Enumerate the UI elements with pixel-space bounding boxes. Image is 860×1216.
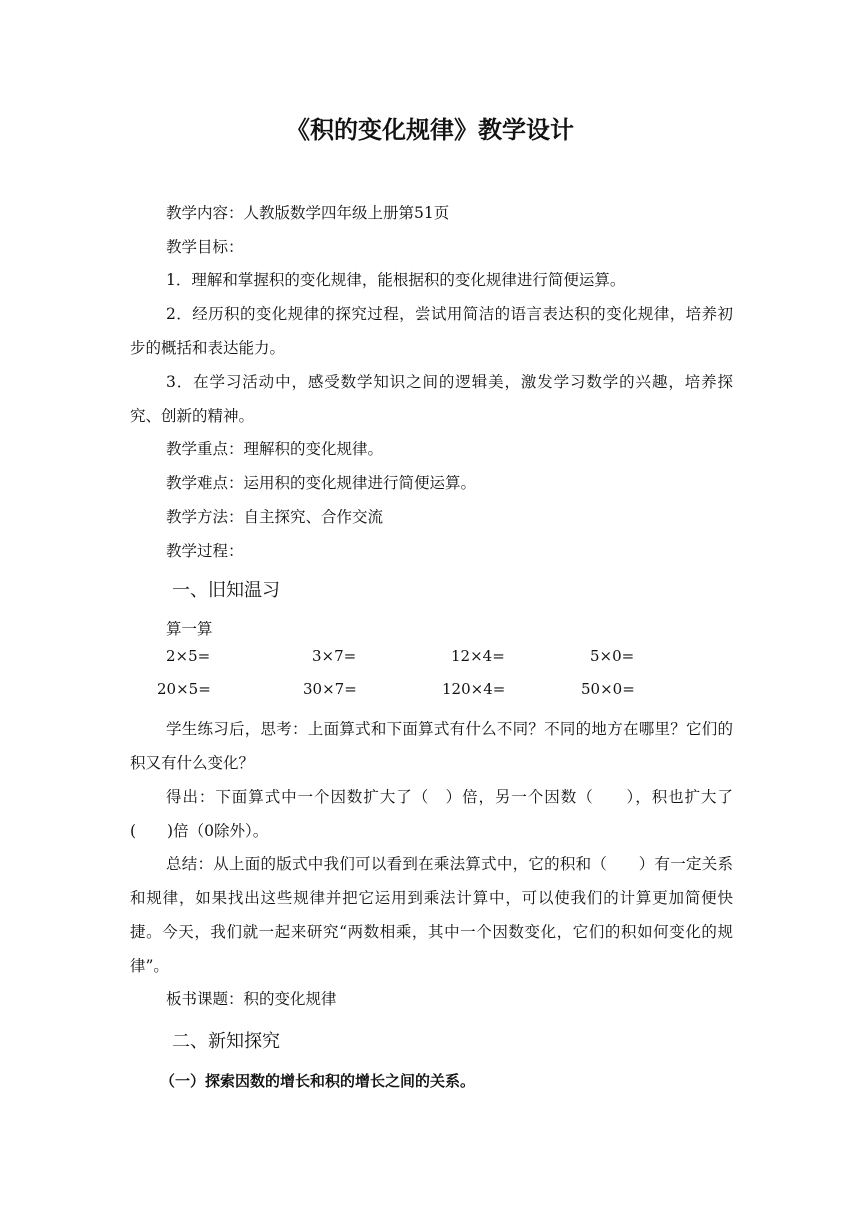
objective-1: 1．理解和掌握积的变化规律，能根据积的变化规律进行简便运算。: [166, 271, 626, 289]
teaching-method: 教学方法：自主探究、合作交流: [166, 508, 384, 526]
teaching-content: 教学内容：人教版数学四年级上册第51页: [166, 204, 450, 222]
equation: 50×0=: [581, 680, 635, 698]
board-title: 板书课题：积的变化规律: [166, 990, 337, 1008]
summary: 总结：从上面的版式中我们可以看到在乘法算式中，它的积和（ ）有一定关系和规律，如果找出这些规律并把它运用到乘法计算中，可以使我们的计算更加简便快捷。今天，我们就一起来研究“两数相乘，其中一个因数变化，它们的积如何变化的规律”。: [130, 855, 733, 975]
subsection-heading: （一）探索因数的增长和积的增长之间的关系。: [160, 1072, 476, 1090]
key-point: 教学重点：理解积的变化规律。: [166, 440, 384, 458]
equation: 30×7=: [303, 680, 357, 698]
think-question: 学生练习后，思考：上面算式和下面算式有什么不同？不同的地方在哪里？它们的积又有什么变化？: [130, 720, 733, 772]
objective-3: 3．在学习活动中，感受数学知识之间的逻辑美，激发学习数学的兴趣，培养探究、创新的精神。: [130, 373, 733, 425]
equation: 20×5=: [157, 680, 211, 698]
document-title: 《积的变化规律》教学设计: [286, 116, 574, 144]
difficulty: 教学难点：运用积的变化规律进行简便运算。: [166, 474, 477, 492]
conclusion: 得出：下面算式中一个因数扩大了（ ）倍，另一个因数（ ），积也扩大了( )倍（0除外）。: [130, 788, 733, 840]
calc-label: 算一算: [166, 620, 213, 638]
section-heading-explore: 二、新知探究: [172, 1031, 280, 1052]
section-heading-review: 一、旧知温习: [172, 580, 280, 601]
equation: 5×0=: [590, 647, 635, 665]
teaching-process: 教学过程：: [166, 542, 244, 560]
objectives-label: 教学目标：: [166, 238, 244, 256]
equation: 12×4=: [451, 647, 505, 665]
equation: 3×7=: [312, 647, 357, 665]
equation-row-1: [0, 647, 860, 667]
equation: 2×5=: [166, 647, 211, 665]
equation: 120×4=: [442, 680, 506, 698]
equation-row-2: [0, 680, 860, 700]
objective-2: 2．经历积的变化规律的探究过程，尝试用简洁的语言表达积的变化规律，培养初步的概括和表达能力。: [130, 305, 733, 357]
